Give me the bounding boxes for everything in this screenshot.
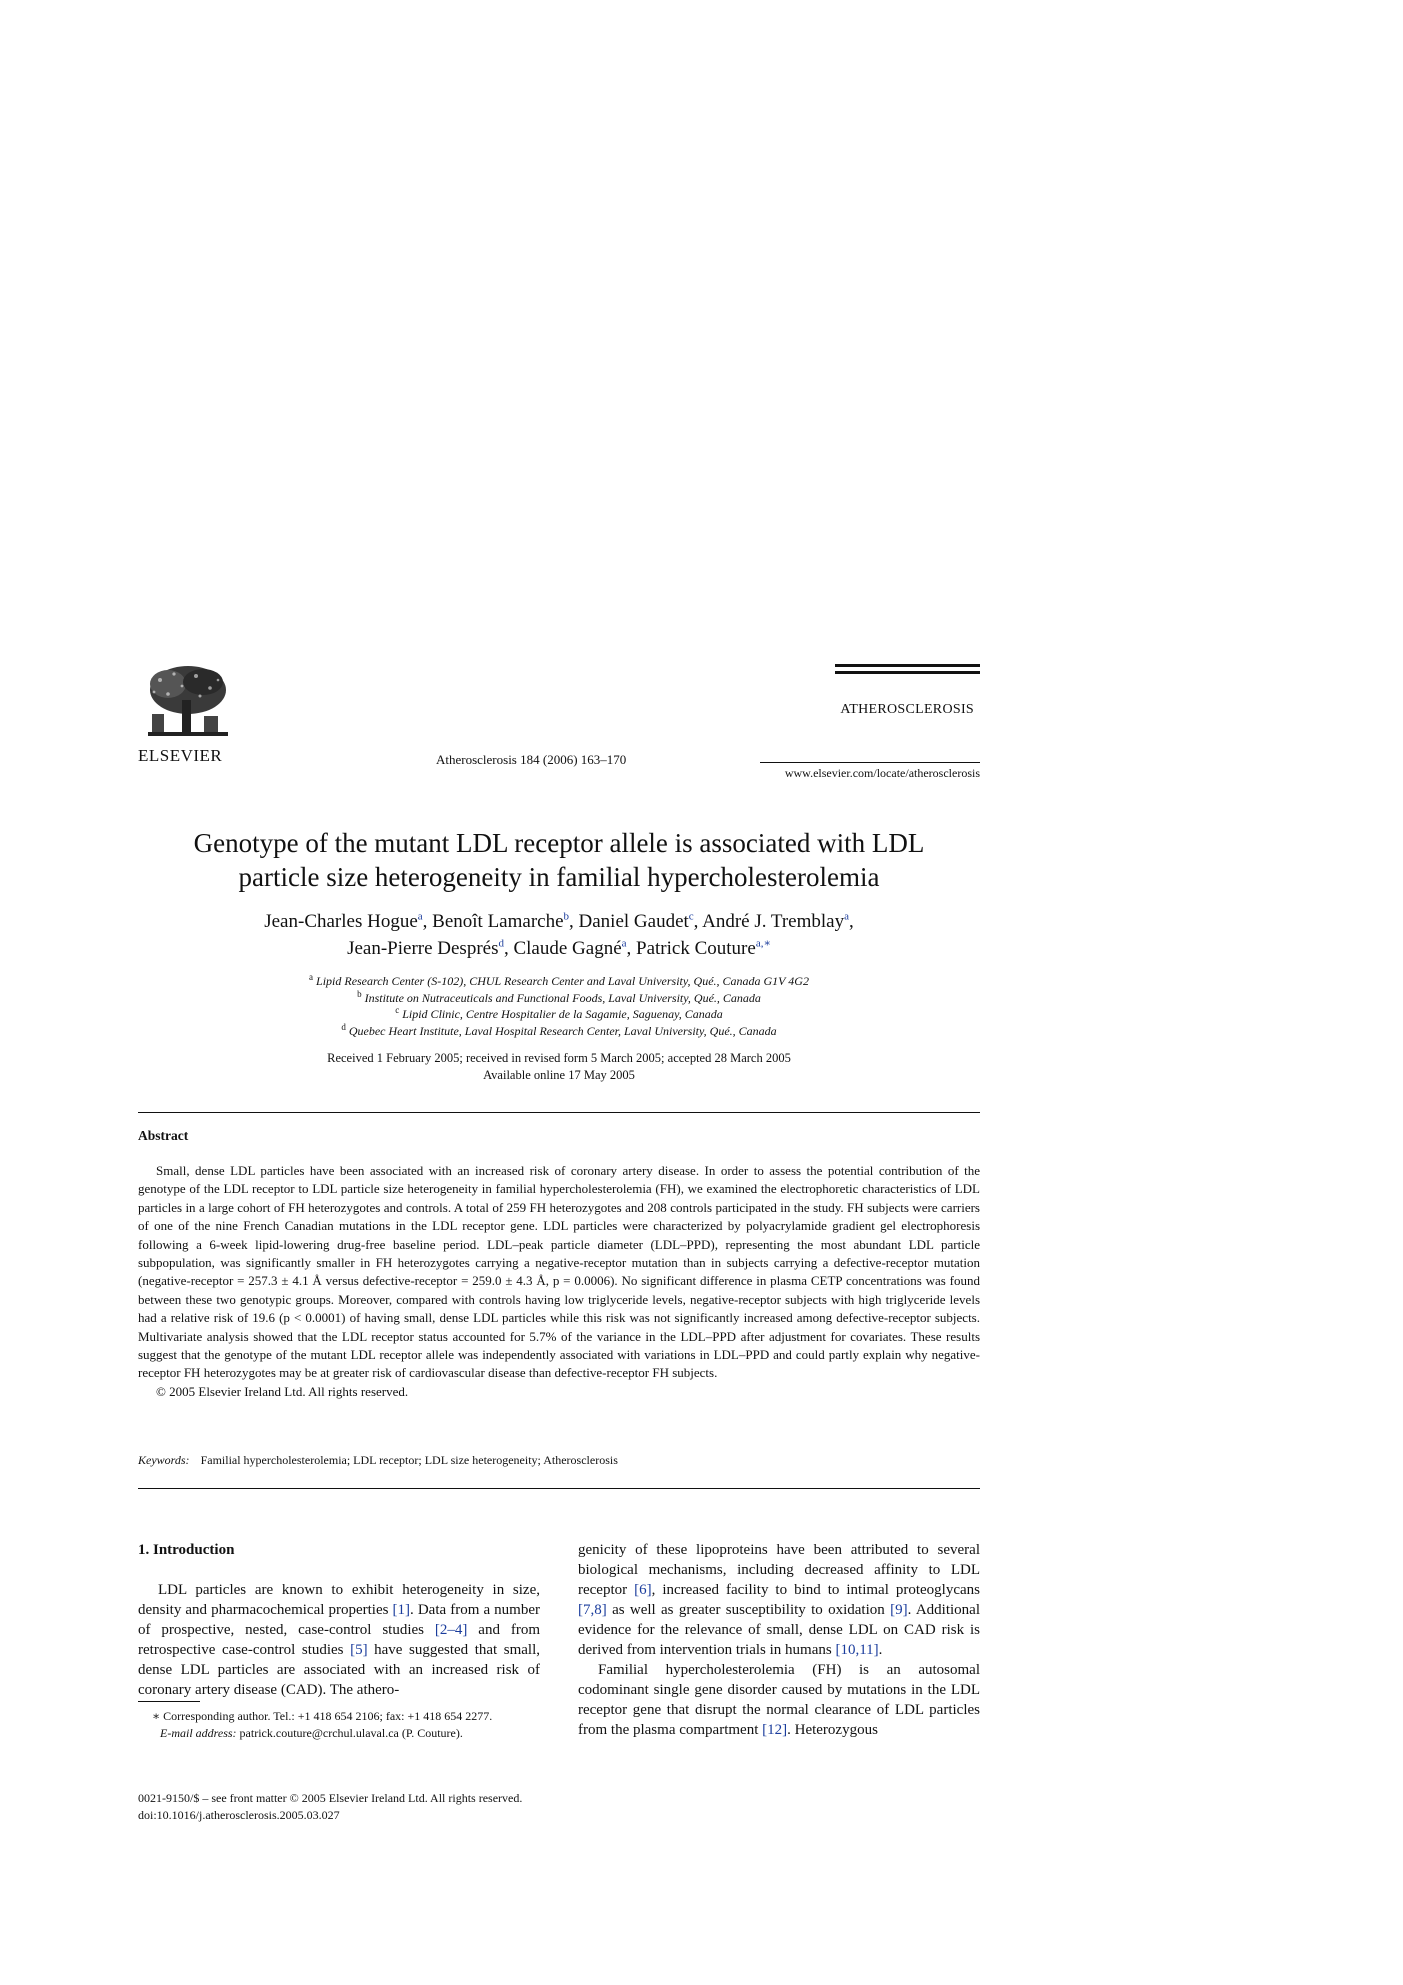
section-heading-introduction: 1. Introduction	[138, 1542, 235, 1558]
abstract-heading: Abstract	[138, 1128, 189, 1143]
affiliation-marker: b	[357, 988, 362, 999]
journal-rules	[835, 662, 980, 674]
masthead	[138, 662, 980, 782]
affiliation-text: Institute on Nutraceuticals and Functional Foods, Laval University, Qué., Canada	[361, 990, 761, 1005]
author-affiliation-link[interactable]: c	[688, 910, 694, 923]
author-name: Jean-Charles Hogue	[264, 911, 418, 932]
received-dates: Received 1 February 2005; received in revised form 5 March 2005; accepted 28 March 2005	[327, 1051, 791, 1065]
author-separator: ,	[422, 911, 433, 932]
author-affiliation-link[interactable]: a	[844, 910, 849, 923]
email-label: E-mail address:	[160, 1726, 237, 1740]
citation-link[interactable]: [7,8]	[578, 1602, 607, 1618]
body-text: and from retrospective case-control studies	[138, 1622, 540, 1658]
affiliation-text: Lipid Clinic, Centre Hospitalier de la Sagamie, Saguenay, Canada	[399, 1007, 723, 1021]
author-name: Claude Gagné	[513, 938, 622, 959]
author-affiliation-link[interactable]: a,∗	[755, 937, 771, 950]
author-separator: ,	[569, 911, 579, 932]
authors-line-1	[138, 908, 980, 935]
footnote-marker: ∗	[152, 1709, 161, 1723]
left-column	[138, 1540, 540, 1700]
journal-url-link[interactable]: www.elsevier.com/locate/atherosclerosis	[784, 766, 980, 780]
affiliation-line	[138, 990, 980, 1007]
abstract-bottom-rule	[138, 1488, 980, 1489]
author-list	[138, 908, 980, 962]
citation-link[interactable]: [6]	[634, 1582, 652, 1598]
author-separator: ,	[693, 911, 703, 932]
citation-link[interactable]: [1]	[392, 1602, 411, 1618]
author-name: Patrick Couture	[636, 938, 756, 959]
affiliation-text: Quebec Heart Institute, Laval Hospital Research Center, Laval University, Qué., Canada	[345, 1023, 777, 1038]
right-column	[578, 1540, 980, 1740]
intro-paragraph-2	[578, 1660, 980, 1740]
affiliations	[138, 973, 980, 1039]
author-separator: ,	[849, 911, 854, 932]
author-name: Daniel Gaudet	[578, 911, 689, 932]
author-affiliation-link[interactable]: d	[498, 937, 504, 950]
citation-link[interactable]: [5]	[350, 1642, 368, 1658]
citation-link[interactable]: [10,11]	[835, 1642, 879, 1658]
body-text: , increased facility to bind to intimal proteoglycans	[651, 1582, 981, 1598]
affiliation-marker: d	[341, 1021, 346, 1032]
url-rule	[760, 762, 980, 763]
issn-line: 0021-9150/$ – see front matter © 2005 Elsevier Ireland Ltd. All rights reserved.	[138, 1791, 523, 1805]
author-affiliation-link[interactable]: a	[417, 910, 423, 923]
tree-icon	[138, 662, 233, 744]
author-affiliation-link[interactable]: b	[563, 910, 570, 923]
body-text: . Additional evidence for the relevance of small, dense LDL on CAD risk is derived from intervention trials in humans	[578, 1602, 980, 1658]
citation-link[interactable]: [9]	[890, 1602, 908, 1618]
author-affiliation-link[interactable]: a	[621, 937, 627, 950]
body-text: Familial hypercholesterolemia (FH) is an autosomal codominant single gene disorder caused by mutations in the LDL receptor gene that disrupt the normal clearance of LDL particles from the plasma compartment	[578, 1662, 980, 1738]
available-online: Available online 17 May 2005	[483, 1068, 635, 1082]
affiliation-line	[138, 1023, 980, 1040]
authors-line-2	[138, 935, 980, 962]
keywords-label: Keywords:	[138, 1453, 190, 1467]
body-text: as well as greater susceptibility to oxidation	[606, 1602, 891, 1618]
keywords	[138, 1453, 980, 1468]
elsevier-tree-logo	[138, 662, 233, 766]
elsevier-wordmark: ELSEVIER	[138, 746, 223, 765]
abstract-top-rule	[138, 1112, 980, 1113]
title-line-2: particle size heterogeneity in familial hypercholesterolemia	[238, 862, 880, 892]
abstract-text: Small, dense LDL particles have been associated with an increased risk of coronary artery disease. In order to assess the potential contribution of the genotype of the LDL receptor to LDL particle size heterogeneity in familial hypercholesterolemia (FH), we examined the electrophoretic characteristics of LDL particles in a large cohort of FH heterozygotes and controls. A total of 259 FH heterozygotes and 208 controls participated in the study. FH subjects were carriers of one of the nine French Canadian mutations in the LDL receptor gene. LDL particles were characterized by polyacrylamide gradient gel electrophoresis following a 6-week lipid-lowering drug-free baseline period. LDL–peak particle diameter (LDL–PPD), representing the most abundant LDL particle subpopulation, was significantly smaller in FH heterozygotes carrying a negative-receptor mutation than in subjects carrying a defective-receptor mutation (negative-receptor = 257.3 ± 4.1 Å versus defective-receptor = 259.0 ± 4.3 Å, p = 0.0006). No significant difference in plasma CETP concentrations was found between these two genotypic groups. Moreover, compared with controls having low triglyceride levels, negative-receptor subjects with high triglyceride levels had a relative risk of 19.6 (p < 0.0001) of having small, dense LDL particles while this risk was not significantly increased among defective-receptor subjects. Multivariate analysis showed that the LDL receptor status accounted for 5.7% of the variance in the LDL–PPD after adjustment for covariates. These results suggest that the genotype of the mutant LDL receptor allele was independently associated with variations in LDL–PPD and could partly explain why negative-receptor FH heterozygotes may be at greater risk of cardiovascular disease than defective-receptor FH subjects.	[138, 1163, 980, 1381]
footnote	[138, 1708, 540, 1742]
body-text: . Heterozygous	[787, 1722, 878, 1738]
body-text: . Data from a number of prospective, nested, case-control studies	[138, 1602, 540, 1638]
footnote-rule	[138, 1701, 200, 1702]
affiliation-marker: c	[395, 1005, 400, 1015]
email-address-link[interactable]: patrick.couture@crchul.ulaval.ca (P. Couture).	[239, 1726, 463, 1740]
footnote-email	[138, 1725, 540, 1742]
author-name: Benoît Lamarche	[432, 911, 564, 932]
author-name: André J. Tremblay	[702, 911, 845, 932]
bottom-metadata	[138, 1790, 638, 1824]
citation-link[interactable]: [12]	[762, 1722, 788, 1738]
affiliation-marker: a	[309, 972, 314, 982]
title-line-1: Genotype of the mutant LDL receptor allele is associated with LDL	[193, 828, 925, 858]
citation-link[interactable]: [2–4]	[434, 1622, 468, 1638]
keywords-text: Familial hypercholesterolemia; LDL receptor; LDL size heterogeneity; Atherosclerosis	[200, 1453, 618, 1467]
footnote-corresponding	[138, 1708, 540, 1725]
intro-paragraph-1	[138, 1580, 540, 1700]
abstract-copyright: © 2005 Elsevier Ireland Ltd. All rights reserved.	[156, 1383, 409, 1399]
intro-paragraph-1-continued	[578, 1540, 980, 1660]
body-text: genicity of these lipoproteins have been attributed to several biological mechanisms, including decreased affinity to LDL receptor	[578, 1542, 980, 1598]
author-separator: ,	[626, 938, 637, 959]
affiliation-text: Lipid Research Center (S-102), CHUL Research Center and Laval University, Qué., Canada G1V 4G2	[313, 974, 809, 988]
journal-citation: Atherosclerosis 184 (2006) 163–170	[436, 752, 627, 767]
affiliation-line	[138, 1006, 980, 1023]
journal-name: ATHEROSCLEROSIS	[840, 702, 974, 717]
author-name: Jean-Pierre Després	[347, 938, 499, 959]
body-text: .	[878, 1642, 883, 1658]
article-title	[138, 826, 980, 894]
corresponding-author-text: Corresponding author. Tel.: +1 418 654 2106; fax: +1 418 654 2277.	[163, 1709, 493, 1723]
author-separator: ,	[503, 938, 514, 959]
body-text: have suggested that small, dense LDL particles are associated with an increased risk of coronary artery disease (CAD). The athero-	[138, 1642, 540, 1698]
article-history	[138, 1050, 980, 1084]
abstract-body	[138, 1162, 980, 1401]
body-text: LDL particles are known to exhibit heterogeneity in size, density and pharmacochemical properties	[138, 1582, 540, 1618]
affiliation-line	[138, 973, 980, 990]
doi-link[interactable]: doi:10.1016/j.atherosclerosis.2005.03.027	[138, 1808, 340, 1822]
